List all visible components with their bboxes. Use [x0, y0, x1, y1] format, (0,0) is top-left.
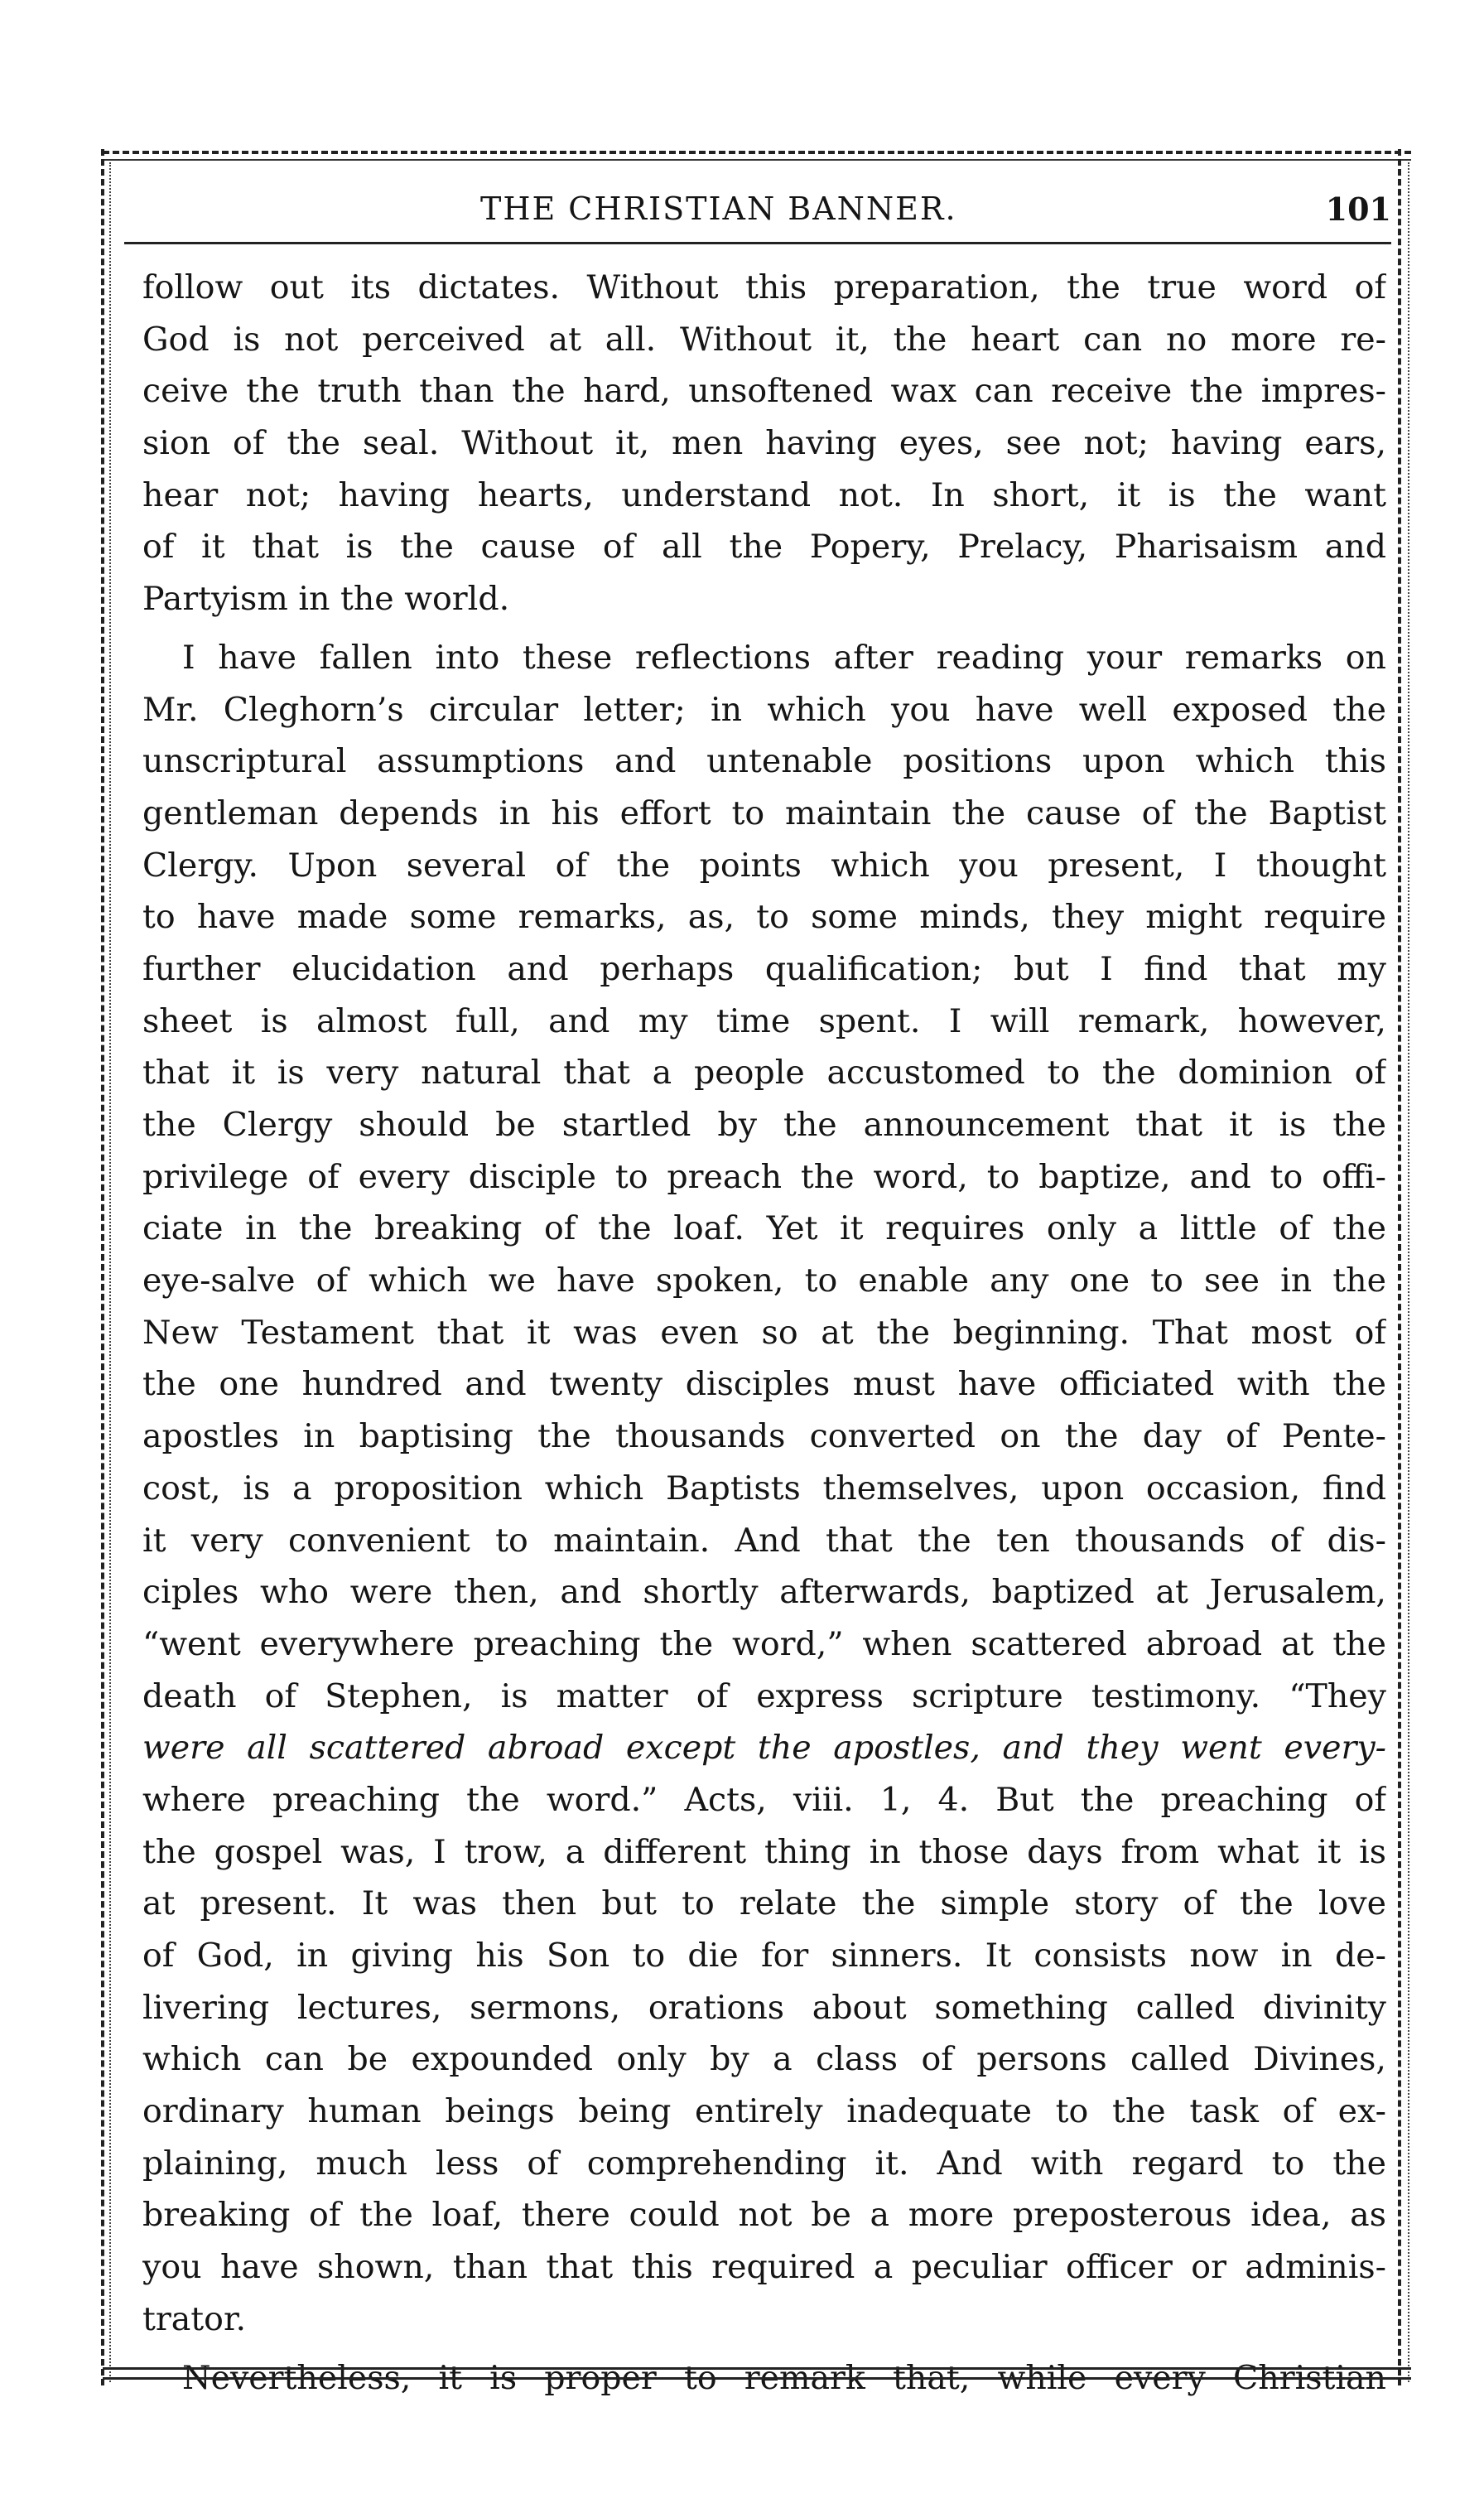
- text-line: Nevertheless, it is proper to remark that, while every Christian: [182, 2358, 1386, 2397]
- text-line: the Clergy should be startled by the announcement that it is the: [142, 1106, 1386, 1144]
- right-inner-rule: [1408, 162, 1409, 2382]
- bottom-inner-rule: [103, 2377, 1411, 2380]
- text-line: ordinary human beings being entirely inadequate to the task of ex-: [142, 2092, 1386, 2131]
- paragraph-2: [142, 632, 1386, 2346]
- text-line: privilege of every disciple to preach the word, to baptize, and to offi-: [142, 1157, 1386, 1196]
- text-line: sheet is almost full, and my time spent. I will remark, however,: [142, 1001, 1386, 1040]
- text-line: to have made some remarks, as, to some minds, they might require: [142, 898, 1386, 937]
- text-line: that it is very natural that a people accustomed to the dominion of: [142, 1054, 1386, 1093]
- article-body: [142, 262, 1386, 2404]
- text-line: which can be expounded only by a class of persons called Divines,: [142, 2040, 1386, 2079]
- left-inner-rule: [109, 162, 111, 2382]
- text-line: Mr. Cleghorn’s circular letter; in which you have well exposed the: [142, 690, 1386, 729]
- text-line: ciples who were then, and shortly afterwards, baptized at Jerusalem,: [142, 1573, 1386, 1612]
- top-border-rule: [103, 151, 1411, 154]
- text-line: Partyism in the world.: [142, 580, 510, 619]
- text-line: apostles in baptising the thousands converted on the day of Pente-: [142, 1417, 1386, 1456]
- text-line: unscriptural assumptions and untenable positions upon which this: [142, 742, 1386, 781]
- text-line: breaking of the loaf, there could not be a more preposterous idea, as: [142, 2196, 1386, 2235]
- bottom-border-rule: [103, 2367, 1411, 2370]
- text-line: the gospel was, I trow, a different thing in those days from what it is: [142, 1832, 1386, 1871]
- text-line: it very convenient to maintain. And that the ten thousands of dis-: [142, 1521, 1386, 1560]
- text-line: of God, in giving his Son to die for sinners. It consists now in de-: [142, 1937, 1386, 1975]
- right-border-rule: [1398, 149, 1401, 2385]
- text-line: the one hundred and twenty disciples must have officiated with the: [142, 1365, 1386, 1404]
- text-line: death of Stephen, is matter of express scripture testimony. “They: [142, 1676, 1386, 1715]
- text-line: New Testament that it was even so at the beginning. That most of: [142, 1313, 1386, 1352]
- text-line: further elucidation and perhaps qualification; but I find that my: [142, 949, 1386, 988]
- text-line: I have fallen into these reflections after reading your remarks on: [182, 638, 1386, 677]
- text-line: Clergy. Upon several of the points which you present, I thought: [142, 846, 1386, 885]
- text-line: livering lectures, sermons, orations about something called divinity: [142, 1988, 1386, 2027]
- text-line: ciate in the breaking of the loaf. Yet it requires only a little of the: [142, 1209, 1386, 1248]
- text-line: where preaching the word.” Acts, viii. 1, 4. But the preaching of: [142, 1780, 1386, 1819]
- text-line: at present. It was then but to relate the simple story of the love: [142, 1884, 1386, 1923]
- running-title: THE CHRISTIAN BANNER.: [480, 191, 957, 227]
- header-rule: [124, 242, 1391, 244]
- text-line: ceive the truth than the hard, unsoftened wax can receive the impres-: [142, 372, 1386, 411]
- text-line: of it that is the cause of all the Popery, Prelacy, Pharisaism and: [142, 528, 1386, 567]
- text-line: plaining, much less of comprehending it. And with regard to the: [142, 2144, 1386, 2183]
- paragraph-1: [142, 262, 1386, 625]
- text-line: were all scattered abroad except the apostles, and they went every-: [142, 1729, 1386, 1768]
- top-inner-rule: [103, 159, 1411, 161]
- text-line: you have shown, than that this required a peculiar officer or adminis-: [142, 2248, 1386, 2287]
- left-border-rule: [101, 149, 104, 2385]
- text-line: trator.: [142, 2299, 247, 2338]
- text-line: hear not; having hearts, understand not. In short, it is the want: [142, 475, 1386, 514]
- text-line: “went everywhere preaching the word,” when scattered abroad at the: [142, 1624, 1386, 1663]
- text-line: God is not perceived at all. Without it, the heart can no more re-: [142, 320, 1386, 359]
- text-line: eye-salve of which we have spoken, to enable any one to see in the: [142, 1261, 1386, 1300]
- text-line: sion of the seal. Without it, men having eyes, see not; having ears,: [142, 424, 1386, 463]
- text-line: follow out its dictates. Without this preparation, the true word of: [142, 268, 1386, 306]
- text-line: cost, is a proposition which Baptists themselves, upon occasion, find: [142, 1469, 1386, 1507]
- page-number: 101: [1325, 191, 1391, 228]
- page-header: [124, 184, 1391, 234]
- text-line: gentleman depends in his effort to maintain the cause of the Baptist: [142, 794, 1386, 832]
